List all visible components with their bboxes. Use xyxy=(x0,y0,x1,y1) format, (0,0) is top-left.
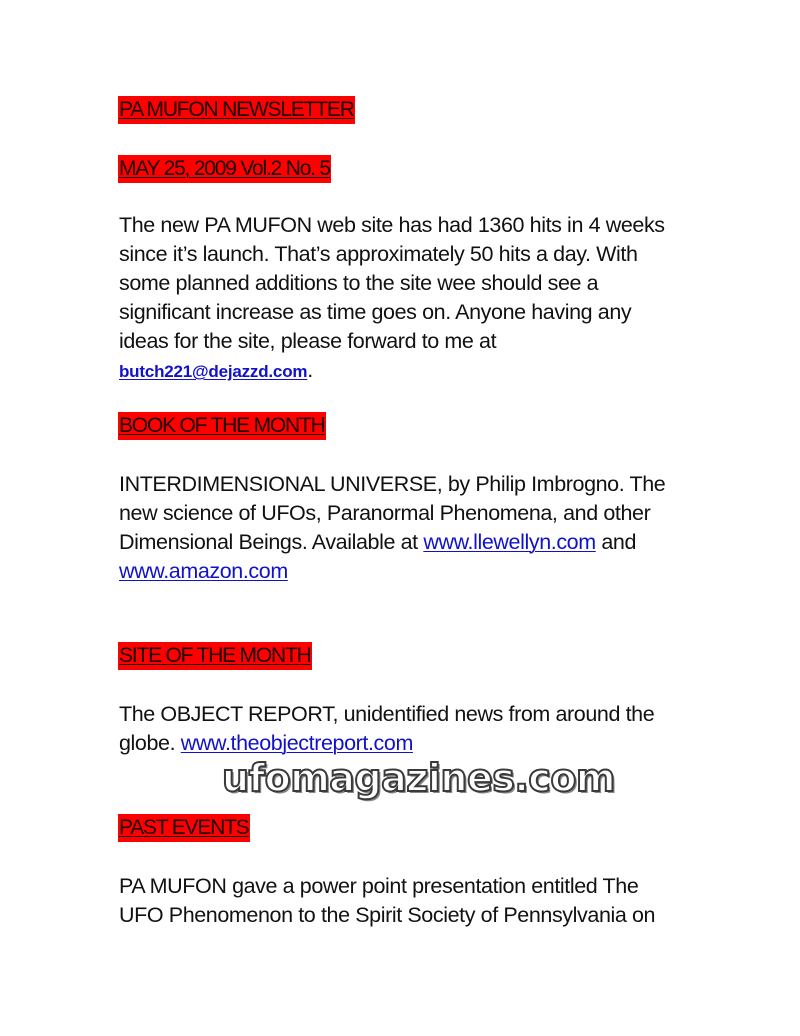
intro-line: The new PA MUFON web site has had 1360 hits in 4 weeks xyxy=(119,213,665,237)
past-line: PA MUFON gave a power point presentation entitled The xyxy=(119,874,639,898)
intro-line: ideas for the site, please forward to me at xyxy=(119,329,497,353)
newsletter-title: PA MUFON NEWSLETTER xyxy=(118,96,355,124)
site-of-month-heading: SITE OF THE MONTH xyxy=(118,642,312,670)
issue-date-heading: MAY 25, 2009 Vol.2 No. 5 xyxy=(118,155,331,183)
site-line: The OBJECT REPORT, unidentified news from around the xyxy=(119,702,655,726)
email-line xyxy=(119,356,719,386)
past-line: UFO Phenomenon to the Spirit Society of Pennsylvania on xyxy=(119,903,656,927)
site-line-prefix: globe. xyxy=(119,731,181,755)
book-paragraph xyxy=(119,470,719,586)
intro-paragraph xyxy=(119,211,719,386)
intro-line: significant increase as time goes on. Anyone having any xyxy=(119,300,632,324)
llewellyn-link[interactable]: www.llewellyn.com xyxy=(423,530,596,554)
objectreport-link[interactable]: www.theobjectreport.com xyxy=(180,731,413,755)
intro-line: since it’s launch. That’s approximately 50 hits a day. With xyxy=(119,242,638,266)
book-line: new science of UFOs, Paranormal Phenomena, and other xyxy=(119,501,651,525)
amazon-link[interactable]: www.amazon.com xyxy=(119,559,288,583)
book-line xyxy=(119,528,719,557)
email-suffix: . xyxy=(307,358,313,382)
book-of-month-heading: BOOK OF THE MONTH xyxy=(118,412,326,440)
site-paragraph xyxy=(119,700,719,758)
past-events-heading: PAST EVENTS xyxy=(118,814,250,842)
book-line-suffix: and xyxy=(595,530,636,554)
book-line xyxy=(119,557,719,586)
book-line: INTERDIMENSIONAL UNIVERSE, by Philip Imbrogno. The xyxy=(119,472,666,496)
intro-line: some planned additions to the site wee should see a xyxy=(119,271,599,295)
email-link[interactable]: butch221@dejazzd.com xyxy=(119,362,308,381)
site-line xyxy=(119,729,719,758)
watermark-logo: ufomagazines.com xyxy=(222,756,616,800)
book-line-prefix: Dimensional Beings. Available at xyxy=(119,530,424,554)
past-events-paragraph xyxy=(119,872,719,930)
